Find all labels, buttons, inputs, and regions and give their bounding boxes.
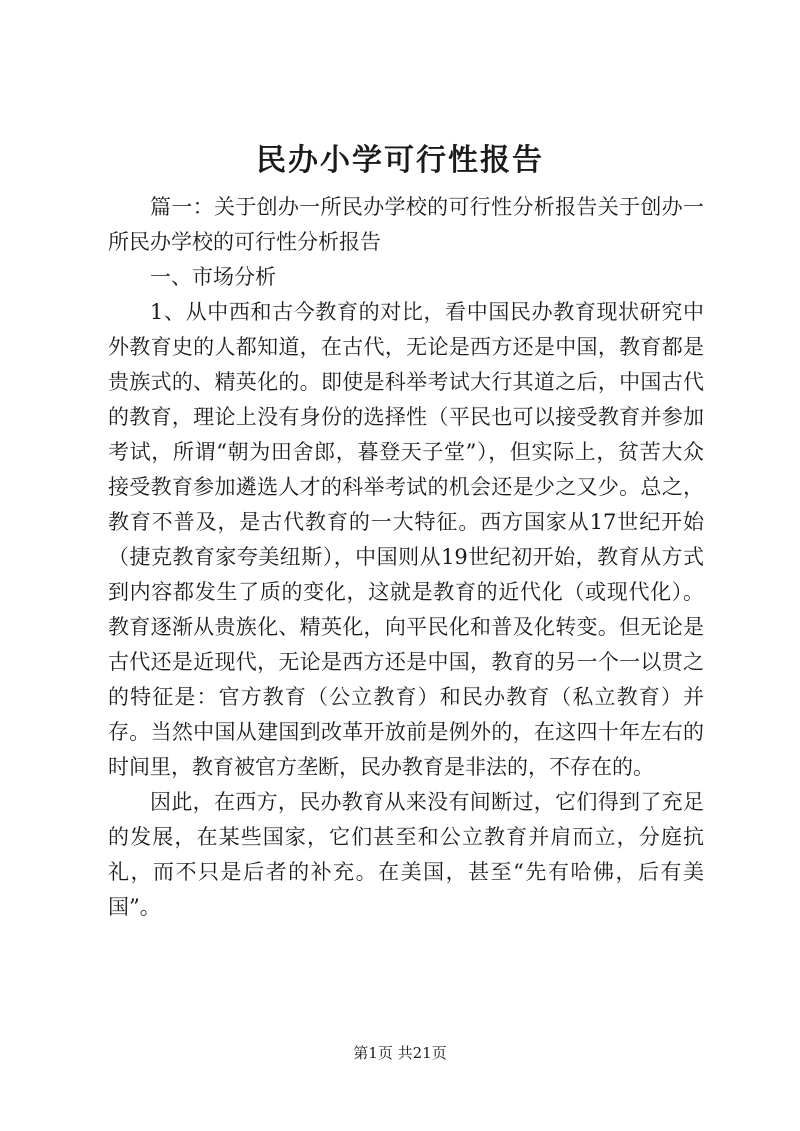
paragraph-intro: 篇一：关于创办一所民办学校的可行性分析报告关于创办一所民办学校的可行性分析报告 xyxy=(108,195,704,254)
document-body xyxy=(108,190,704,925)
paragraph-analysis: 1、从中西和古今教育的对比，看中国民办教育现状研究中外教育史的人都知道，在古代，无论是西方还是中国，教育都是贵族式的、精英化的。即使是科举考试大行其道之后，中国古代的教育，理论上没有身份的选择性（平民也可以接受教育并参加考试，所谓“朝为田舍郎，暮登天子堂”），但实际上，贫苦大众接受教育参加遴选人才的科举考试的机会还是少之又少。总之，教育不普及，是古代教育的一大特征。西方国家从17世纪开始（捷克教育家夸美纽斯），中国则从19世纪初开始，教育从方式到内容都发生了质的变化，这就是教育的近代化（或现代化）。教育逐渐从贵族化、精英化，向平民化和普及化转变。但无论是古代还是近现代，无论是西方还是中国，教育的另一个一以贯之的特征是：官方教育（公立教育）和民办教育（私立教育）并存。当然中国从建国到改革开放前是例外的，在这四十年左右的时间里，教育被官方垄断，民办教育是非法的，不存在的。 xyxy=(108,300,704,779)
paragraph-conclusion: 因此，在西方，民办教育从来没有间断过，它们得到了充足的发展，在某些国家，它们甚至和公立教育并肩而立，分庭抗礼，而不只是后者的补充。在美国，甚至“先有哈佛，后有美国”。 xyxy=(108,790,704,919)
page-title: 民办小学可行性报告 xyxy=(256,143,544,178)
page-footer: 第1页 共21页 xyxy=(353,1044,447,1062)
section-heading: 一、市场分析 xyxy=(150,265,276,289)
